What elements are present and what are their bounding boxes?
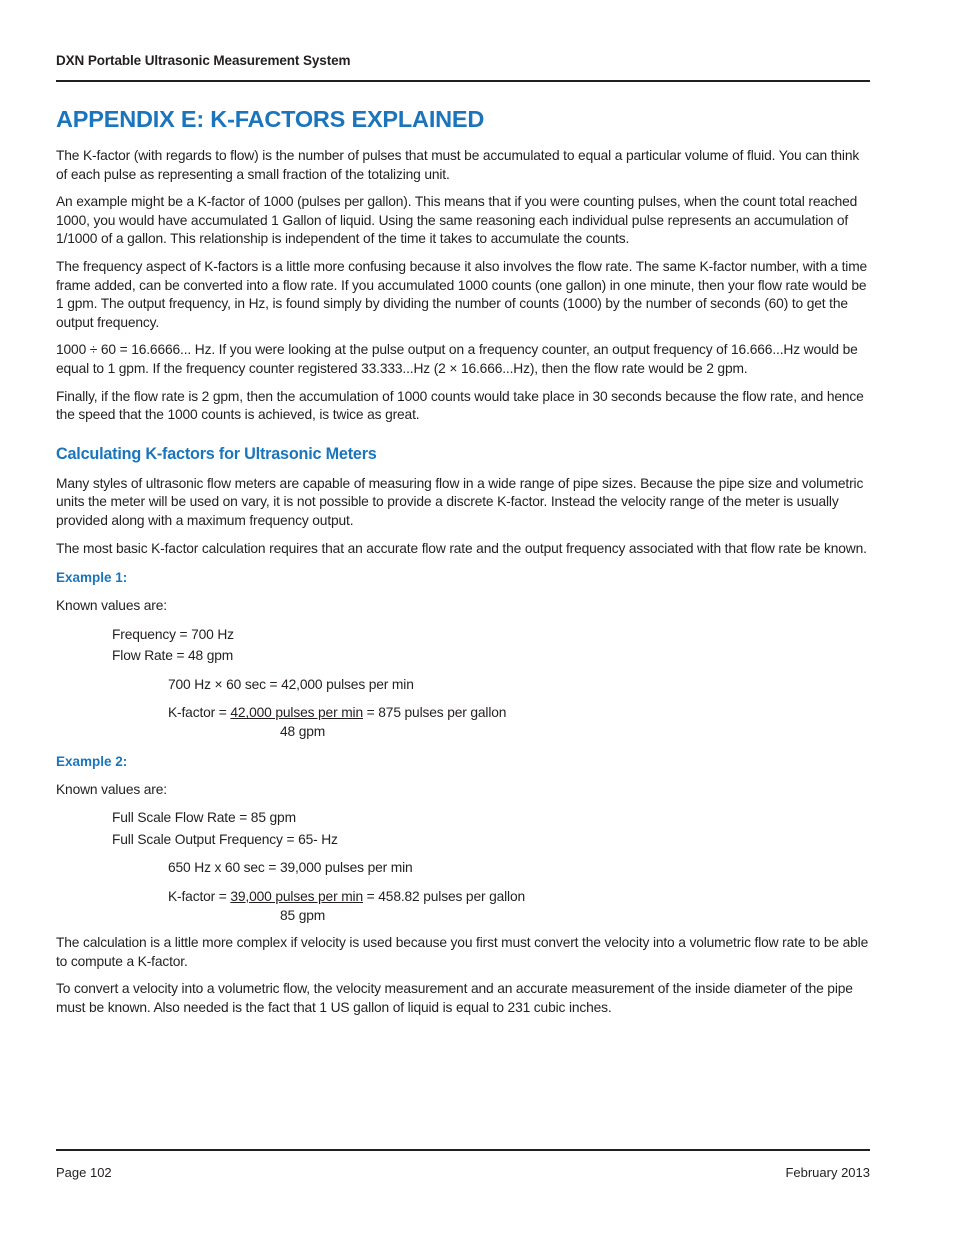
- example-1-calculation: 700 Hz × 60 sec = 42,000 pulses per min: [168, 676, 414, 692]
- example-2-known: Known values are:: [56, 781, 167, 797]
- page-number: Page 102: [56, 1165, 112, 1180]
- body-content: [56, 147, 870, 1027]
- footer-rule: [56, 1149, 870, 1151]
- running-header-title: DXN Portable Ultrasonic Measurement System: [56, 53, 351, 68]
- example-1-value-flow-rate: Flow Rate = 48 gpm: [112, 648, 234, 664]
- publication-date: February 2013: [785, 1165, 870, 1180]
- kfactor-numerator: 39,000 pulses per min: [230, 889, 363, 905]
- kfactor-label: K-factor =: [168, 705, 231, 721]
- closing-paragraph: To convert a velocity into a volumetric flow, the velocity measurement and an accurate measurement of the inside diameter of the pipe must be known. Also needed is the fact that 1 US gallon of liquid is equal to 231 cubic inches.: [56, 981, 853, 1015]
- document-page: [56, 0, 870, 1235]
- example-2-title: Example 2:: [56, 753, 128, 769]
- intro-paragraph: Finally, if the flow rate is 2 gpm, then the accumulation of 1000 counts would take place in 30 seconds because the flow rate, and hence the speed that the 1000 counts is achieved, is twice as great.: [56, 388, 864, 423]
- intro-paragraph: The K-factor (with regards to flow) is the number of pulses that must be accumulated to equal a particular volume of fluid. You can think of each pulse as representing a small fraction of the totalizing unit.: [56, 148, 860, 182]
- section-subheading: Calculating K-factors for Ultrasonic Meters: [56, 444, 377, 463]
- kfactor-label: K-factor =: [168, 889, 231, 905]
- example-1-title: Example 1:: [56, 570, 128, 586]
- appendix-heading: APPENDIX E: K-FACTORS EXPLAINED: [56, 106, 485, 132]
- header-rule: [56, 80, 870, 82]
- intro-paragraph: An example might be a K-factor of 1000 (pulses per gallon). This means that if you were counting pulses, when the count total reached 1000, you would have accumulated 1 Gallon of liquid. Using the same reasoning each individual pulse represents an accumulation of 1/1000 of a gallon. This relationship is independent of the time it takes to accumulate the counts.: [56, 194, 858, 247]
- example-2-value-flow-rate: Full Scale Flow Rate = 85 gpm: [112, 810, 296, 826]
- section-paragraph: Many styles of ultrasonic flow meters are capable of measuring flow in a wide range of pipe sizes. Because the pipe size and volumetric units the meter will be used on vary, it is not possible to provide a discrete K-factor. Instead the velocity range of the meter is usually provided along with a maximum frequency output.: [56, 475, 864, 528]
- closing-paragraph: The calculation is a little more complex if velocity is used because you first must convert the velocity into a volumetric flow rate to be able to compute a K-factor.: [56, 935, 869, 969]
- intro-paragraph: 1000 ÷ 60 = 16.6666... Hz. If you were looking at the pulse output on a frequency counter, an output frequency of 16.666...Hz would be equal to 1 gpm. If the frequency counter registered 33.333...Hz (2 × 16.666...Hz), then the flow rate would be 2 gpm.: [56, 342, 858, 376]
- example-2-value-output-frequency: Full Scale Output Frequency = 65- Hz: [112, 831, 338, 847]
- example-2-calculation: 650 Hz x 60 sec = 39,000 pulses per min: [168, 860, 413, 876]
- intro-paragraph: The frequency aspect of K-factors is a little more confusing because it also involves the flow rate. The same K-factor number, with a time frame added, can be converted into a flow rate. If you accumulated 1000 counts (one gallon) in one minute, then your flow rate would be 1 gpm. The output frequency, in Hz, is found simply by dividing the number of counts (1000) by the number of seconds (60) to get the output frequency.: [56, 258, 868, 330]
- kfactor-denominator: 48 gpm: [280, 724, 326, 740]
- kfactor-result: = 458.82 pulses per gallon: [363, 889, 526, 905]
- example-2-kfactor-formula: [168, 888, 870, 925]
- example-1-value-frequency: Frequency = 700 Hz: [112, 626, 234, 642]
- kfactor-result: = 875 pulses per gallon: [363, 705, 507, 721]
- example-1-kfactor-formula: [168, 704, 870, 741]
- example-1-known: Known values are:: [56, 598, 167, 614]
- kfactor-numerator: 42,000 pulses per min: [230, 705, 363, 721]
- section-paragraph: The most basic K-factor calculation requires that an accurate flow rate and the output frequency associated with that flow rate be known.: [56, 540, 867, 556]
- kfactor-denominator: 85 gpm: [280, 907, 326, 923]
